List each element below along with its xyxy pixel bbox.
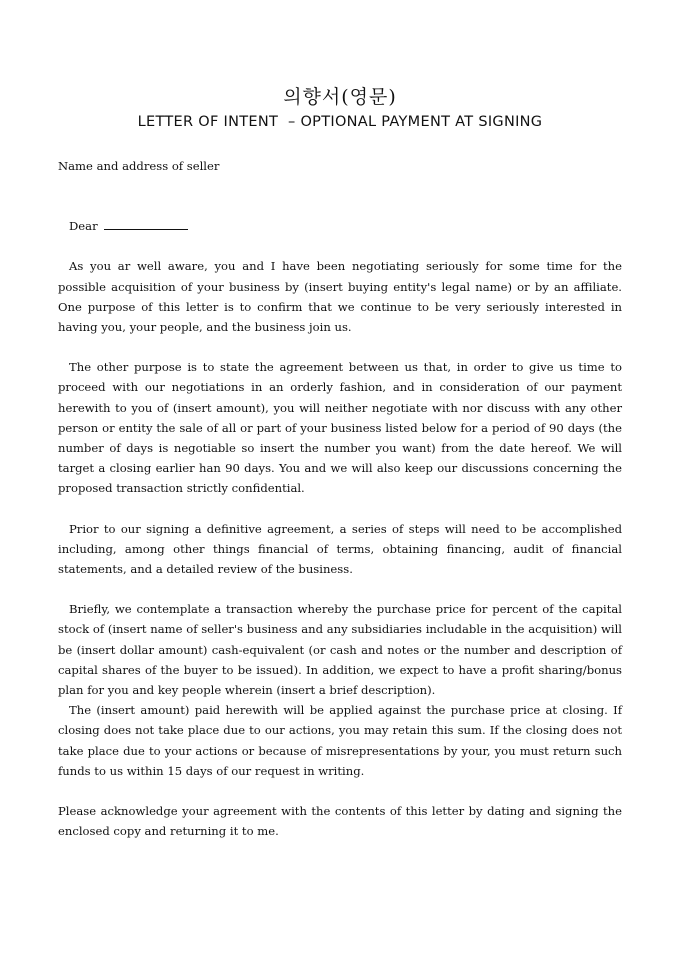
paragraph-exclusivity: The other purpose is to state the agreement between us that, in order to give us time to proceed with our negotiations in an orderly fashion, and in consideration of our payment herewith to you of (insert amount), you will neither negotiate with nor discuss with any other person or entity the sale of all or part of your business listed below for a period of 90 days (the number of days is negotiable so insert the number you want) from the date hereof. We will target a closing earlier han 90 days. You and we will also keep our discussions concerning the proposed transaction strictly confidential. [58, 360, 622, 496]
salutation-text: Dear [69, 219, 98, 234]
paragraph-transaction: Briefly, we contemplate a transaction whereby the purchase price for percent of the capital stock of (insert name of seller's business and any subsidiaries includable in the acquisition) will be (insert dollar amount) cash-equivalent (or cash and notes or the number and description of capital shares of the buyer to be issued). In addition, we expect to have a profit sharing/bonus plan for you and key people wherein (insert a brief description). [58, 602, 622, 698]
paragraph-acknowledge: Please acknowledge your agreement with the contents of this letter by dating and signing the enclosed copy and returning it to me. [58, 804, 622, 839]
paragraph-intro: As you ar well aware, you and I have been negotiating seriously for some time for the possible acquisition of your business by (insert buying entity's legal name) or by an affiliate. One purpose of this letter is to confirm that we continue to be very seriously interested in having you, your people, and the business join us. [58, 259, 622, 335]
document-title: LETTER OF INTENT – OPTIONAL PAYMENT AT SIGNING [137, 114, 543, 130]
seller-name-address-line: Name and address of seller [58, 159, 220, 173]
paragraph-payment: The (insert amount) paid herewith will be applied against the purchase price at closing. If closing does not take place due to our actions, you may retain this sum. If the closing does not take place due to your actions or because of misrepresentations by your, you must return such funds to us within 15 days of our request in writing. [58, 703, 622, 778]
salutation-line [58, 216, 622, 236]
recipient-blank-line [104, 217, 188, 230]
letter-body [58, 156, 622, 841]
korean-title: 의향서(영문) [283, 86, 397, 108]
paragraph-steps: Prior to our signing a definitive agreement, a series of steps will need to be accomplished including, among other things financial of terms, obtaining financing, audit of financial statements, and a detailed review of the business. [58, 521, 622, 577]
